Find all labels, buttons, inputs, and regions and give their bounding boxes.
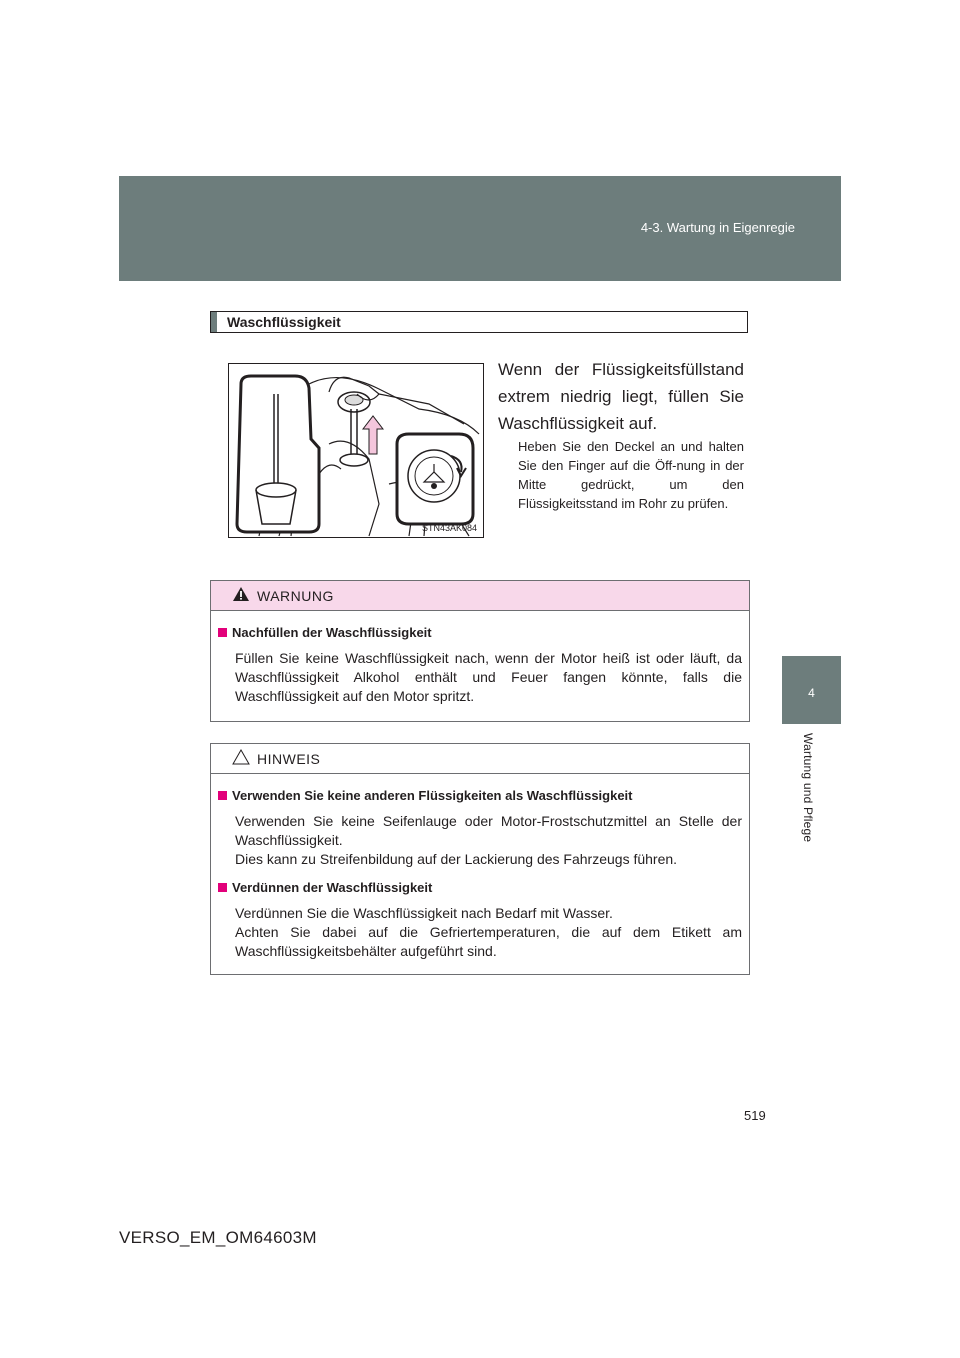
document-code: VERSO_EM_OM64603M <box>119 1228 317 1247</box>
notice-item-text: Achten Sie dabei auf die Gefriertemperaturen, die auf dem Etikett am Waschflüssigkeitsbehälter aufgeführt sind. <box>235 924 742 959</box>
warning-label: WARNUNG <box>257 588 334 604</box>
notice-item <box>218 878 742 961</box>
bullet-square-icon <box>218 883 227 892</box>
washer-reservoir-drawing <box>229 364 483 537</box>
chapter-label: Wartung und Pflege <box>801 733 815 843</box>
notice-header <box>211 744 749 774</box>
page-number: 519 <box>744 1108 766 1123</box>
notice-item-text: Dies kann zu Streifenbildung auf der Lackierung des Fahrzeugs führen. <box>235 851 678 867</box>
figure-code: STN43AK084 <box>421 523 477 533</box>
warning-header <box>211 581 749 611</box>
intro-text: Wenn der Flüssigkeitsfüllstand extrem niedrig liegt, füllen Sie Waschflüssigkeit auf. <box>498 360 744 433</box>
section-heading <box>210 311 748 333</box>
notice-item <box>218 786 742 869</box>
notice-item-title: Verwenden Sie keine anderen Flüssigkeiten als Waschflüssigkeit <box>232 788 633 803</box>
notice-item-title: Verdünnen der Waschflüssigkeit <box>232 880 433 895</box>
header-band <box>119 176 841 281</box>
warning-item-text: Füllen Sie keine Waschflüssigkeit nach, wenn der Motor heiß ist oder läuft, da Waschflüssigkeit Alkohol enthält und Feuer fangen könnte, falls die Waschflüssigkeit auf den Motor spritzt. <box>235 650 742 704</box>
chapter-number: 4 <box>808 686 815 700</box>
intro-detail: Heben Sie den Deckel an und halten Sie den Finger auf die Öff-nung in der Mitte gedrückt, um den Flüssigkeitsstand im Rohr zu prüfen. <box>518 439 744 511</box>
bullet-square-icon <box>218 791 227 800</box>
notice-item-text: Verdünnen Sie die Waschflüssigkeit nach Bedarf mit Wasser. <box>235 905 613 921</box>
warning-item-title: Nachfüllen der Waschflüssigkeit <box>232 625 432 640</box>
warning-triangle-icon <box>232 586 250 607</box>
chapter-tab[interactable] <box>782 656 841 724</box>
washer-fluid-illustration <box>228 363 484 538</box>
notice-item-text: Verwenden Sie keine Seifenlauge oder Motor-Frostschutzmittel an Stelle der Waschflüssigkeit. <box>235 813 742 848</box>
warning-box <box>210 580 750 722</box>
section-heading-bar <box>211 312 217 332</box>
bullet-square-icon <box>218 628 227 637</box>
section-header-title: 4-3. Wartung in Eigenregie <box>640 220 795 235</box>
caution-triangle-icon <box>232 749 250 770</box>
notice-box <box>210 743 750 975</box>
warning-item <box>218 623 742 706</box>
notice-label: HINWEIS <box>257 751 321 767</box>
section-heading-text: Waschflüssigkeit <box>227 314 341 330</box>
